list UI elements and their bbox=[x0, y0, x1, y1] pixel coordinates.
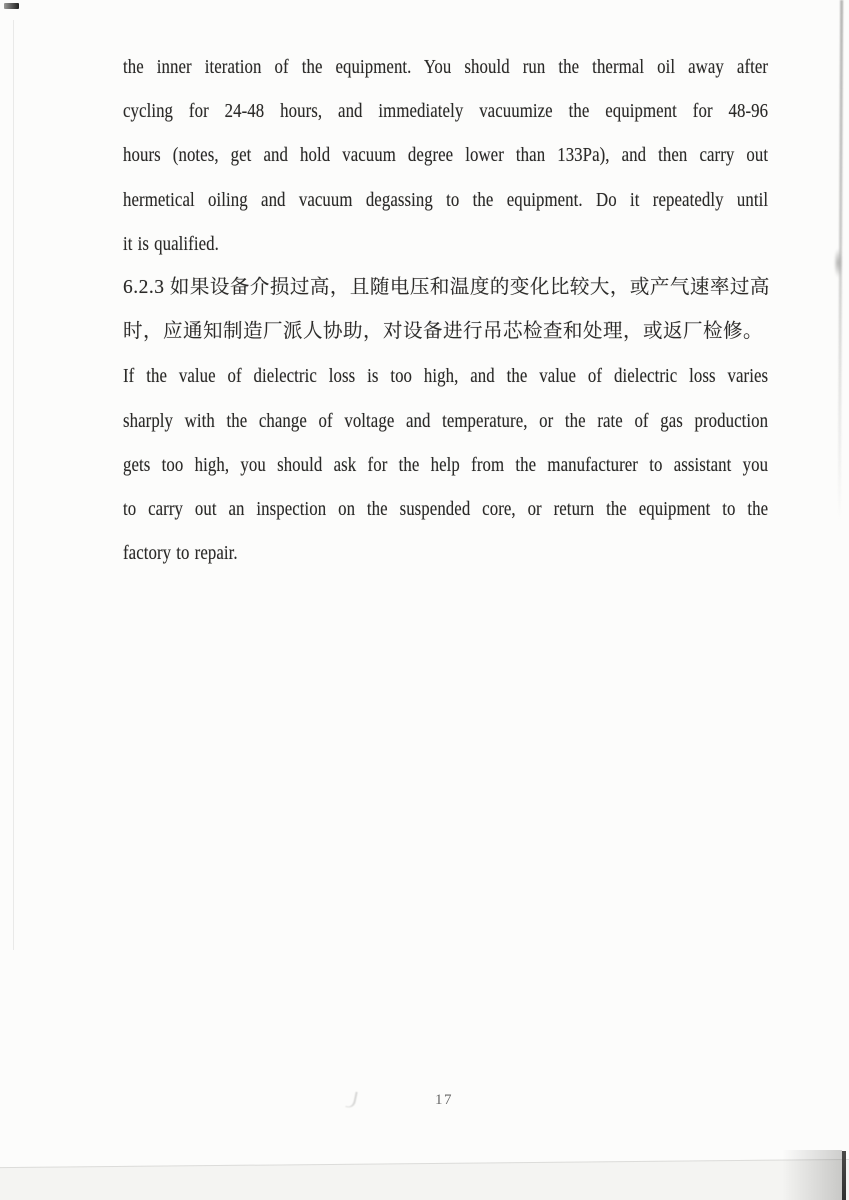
text-line: 6.2.3 如果设备介损过高，且随电压和温度的变化比较大，或产气速率过高 bbox=[123, 276, 770, 298]
text-line: to carry out an inspection on the suspended core, or return the equipment to the bbox=[123, 497, 769, 520]
scan-page-bottom-edge bbox=[0, 1159, 849, 1200]
text-line: factory to repair. bbox=[123, 542, 238, 565]
scan-crease-left bbox=[13, 20, 14, 950]
text-line: it is qualified. bbox=[123, 232, 219, 255]
scan-mark-top-left bbox=[4, 3, 19, 9]
text-line: cycling for 24-48 hours, and immediately vacuumize the equipment for 48-96 bbox=[123, 100, 769, 123]
page-number: 17 bbox=[435, 1092, 453, 1108]
document-text bbox=[123, 45, 823, 575]
text-line: gets too high, you should ask for the help from the manufacturer to assistant you bbox=[123, 453, 769, 476]
scan-shade-bottom-right bbox=[782, 1150, 842, 1200]
text-line: 时，应通知制造厂派人协助，对设备进行吊芯检查和处理，或返厂检修。 bbox=[123, 321, 764, 343]
scan-bar-bottom-right bbox=[842, 1151, 846, 1200]
text-line: sharply with the change of voltage and temperature, or the rate of gas production bbox=[123, 409, 769, 432]
text-line: If the value of dielectric loss is too high, and the value of dielectric loss varies bbox=[123, 365, 769, 388]
ink-smudge bbox=[345, 1090, 357, 1108]
text-line: hours (notes, get and hold vacuum degree lower than 133Pa), and then carry out bbox=[123, 144, 769, 167]
text-line: the inner iteration of the equipment. You should run the thermal oil away after bbox=[123, 56, 769, 78]
text-line: hermetical oiling and vacuum degassing to the equipment. Do it repeatedly until bbox=[123, 188, 769, 211]
scan-blob-right-edge bbox=[834, 248, 842, 278]
